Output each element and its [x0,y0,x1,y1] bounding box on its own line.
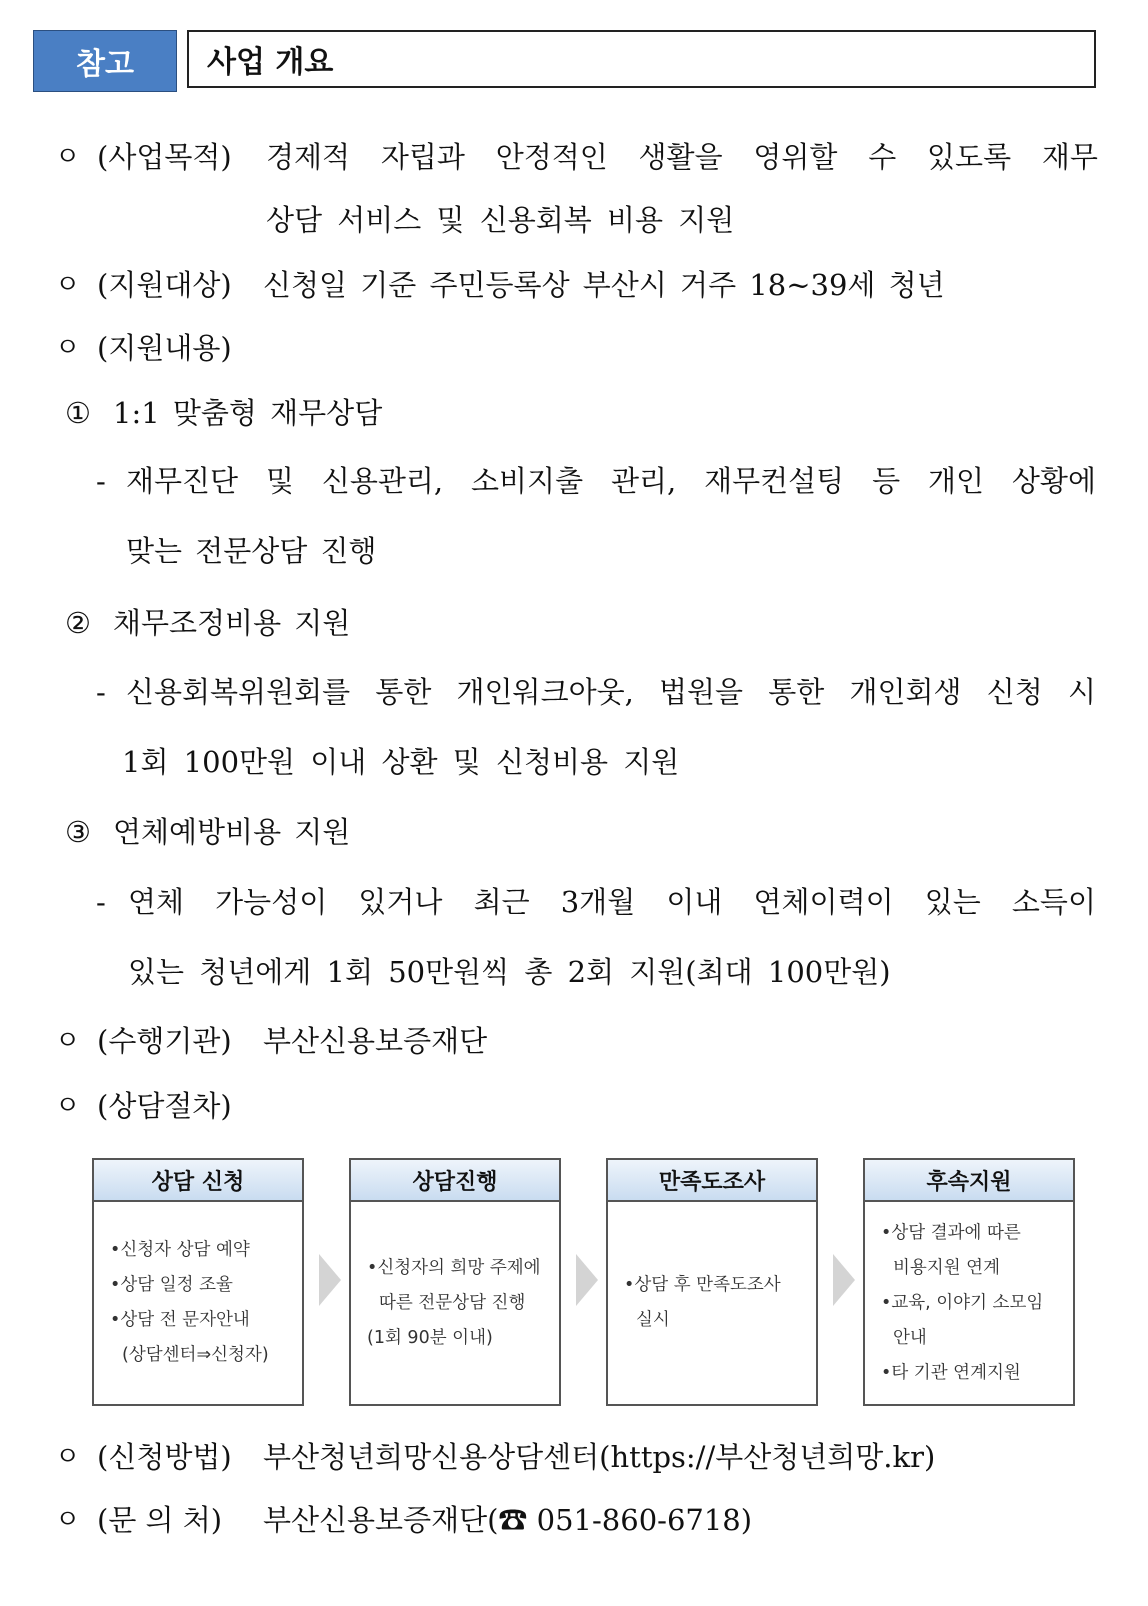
step-title: 만족도조사 [608,1160,816,1202]
word: 연체 [128,885,185,919]
apply-label: (신청방법) [97,1440,232,1474]
step-line: 따른 전문상담 진행 [379,1292,526,1313]
word: 있는 [924,885,981,919]
word: 신용관리, [321,464,444,498]
item-1-title: 1:1 맞춤형 재무상담 [113,396,383,430]
step-body [865,1202,1073,1404]
step-followup [863,1158,1075,1406]
word: 등 [872,464,901,498]
arrow-right-icon [833,1254,855,1306]
word: 및 [265,464,294,498]
word: 최근 [473,885,530,919]
target-label: (지원대상) [97,268,232,302]
word: 상황에 [1011,464,1096,498]
step-line: •교육, 이야기 소모임 [881,1292,1044,1313]
step-line: 실시 [636,1310,670,1330]
content-label: (지원내용) [97,331,232,365]
item-2-desc-line2: 1회 100만원 이내 상환 및 신청비용 지원 [122,745,680,779]
procedure-flow [92,1158,1078,1408]
step-line: •상담 후 만족도조사 [624,1275,781,1295]
target-text: 신청일 기준 주민등록상 부산시 거주 18~39세 청년 [263,268,945,302]
word: 소비지출 [471,464,584,498]
item-1-desc-line1 [126,461,1096,501]
step-line: •신청자의 희망 주제에 [367,1257,541,1278]
step-line: •상담 일정 조율 [110,1275,233,1295]
word: 영위할 [753,140,838,174]
word: 재무 [1041,140,1098,174]
step-application [92,1158,304,1406]
step-title: 상담진행 [351,1160,559,1202]
apply-text: 부산청년희망신용상담센터(https://부산청년희망.kr) [263,1440,936,1474]
word: 재무컨설팅 [704,464,845,498]
word: 신청 [986,675,1043,709]
word: 안정적인 [495,140,608,174]
agency-text: 부산신용보증재단 [263,1024,488,1058]
item-2-number: ② [65,606,91,640]
word: 있거나 [358,885,443,919]
step-body [608,1202,816,1404]
word: 경제적 [266,140,351,174]
bullet-target: ㅇ [55,270,81,300]
word: 소득이 [1011,885,1096,919]
item-3-dash: - [96,885,106,919]
word: 생활을 [638,140,723,174]
bullet-agency: ㅇ [55,1026,81,1056]
item-1-desc-line2: 맞는 전문상담 진행 [126,534,377,568]
word: 신용회복위원회를 [126,675,351,709]
step-counseling [349,1158,561,1406]
bullet-procedure: ㅇ [55,1091,81,1121]
step-line: (상담센터⇒신청자) [122,1345,269,1365]
step-line: •상담 전 문자안내 [110,1310,250,1330]
section-header [33,30,1100,92]
bullet-purpose: ㅇ [55,142,81,172]
purpose-label: (사업목적) [97,140,232,174]
arrow-right-icon [319,1254,341,1306]
item-1-number: ① [65,396,91,430]
step-survey [606,1158,818,1406]
step-title: 상담 신청 [94,1160,302,1202]
word: 법원을 [659,675,744,709]
inquiry-text: 부산신용보증재단(☎ 051-860-6718) [263,1503,753,1537]
bullet-content: ㅇ [55,333,81,363]
item-2-desc-line1 [126,672,1096,712]
step-line: •타 기관 연계지원 [881,1362,1021,1383]
purpose-text-line2: 상담 서비스 및 신용회복 비용 지원 [266,203,735,237]
step-line: •상담 결과에 따른 [881,1222,1021,1243]
step-line: (1회 90분 이내) [367,1327,493,1348]
bullet-inquiry: ㅇ [55,1505,81,1535]
word: 통한 [768,675,825,709]
word: 개인워크아웃, [456,675,634,709]
step-body [351,1202,559,1404]
item-2-title: 채무조정비용 지원 [113,606,351,640]
word: 관리, [610,464,677,498]
reference-tag: 참고 [33,30,177,92]
purpose-text-line1 [266,137,1098,177]
step-line: 비용지원 연계 [893,1257,1000,1278]
word: 수 [868,140,897,174]
inquiry-label: (문 의 처) [97,1503,223,1537]
word: 통한 [375,675,432,709]
step-line: 안내 [893,1327,927,1348]
word: 재무진단 [126,464,239,498]
bullet-apply: ㅇ [55,1442,81,1472]
word: 자립과 [380,140,465,174]
word: 3개월 [560,885,636,919]
word: 이내 [666,885,723,919]
item-3-desc-line1 [128,882,1096,922]
item-1-dash: - [96,464,106,498]
word: 가능성이 [215,885,328,919]
agency-label: (수행기관) [97,1024,232,1058]
section-title: 사업 개요 [187,30,1096,88]
item-3-number: ③ [65,815,91,849]
step-body [94,1202,302,1404]
arrow-right-icon [576,1254,598,1306]
word: 개인 [928,464,985,498]
step-title: 후속지원 [865,1160,1073,1202]
procedure-label: (상담절차) [97,1089,232,1123]
word: 연체이력이 [753,885,894,919]
step-line: •신청자 상담 예약 [110,1240,250,1260]
word: 개인회생 [849,675,962,709]
item-3-desc-line2: 있는 청년에게 1회 50만원씩 총 2회 지원(최대 100만원) [128,955,891,989]
item-2-dash: - [96,675,106,709]
word: 시 [1067,675,1096,709]
word: 있도록 [927,140,1012,174]
item-3-title: 연체예방비용 지원 [113,815,351,849]
